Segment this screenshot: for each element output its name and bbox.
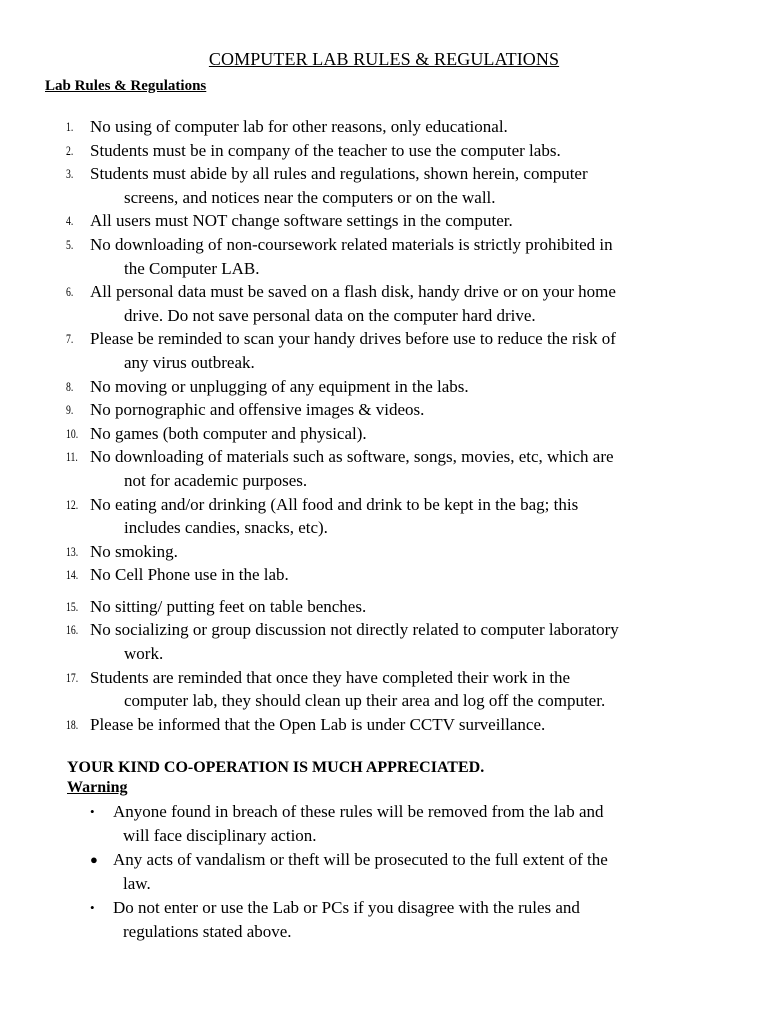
rule-number: 10. xyxy=(66,425,79,441)
rule-number: 17. xyxy=(66,669,79,685)
rule-text: Students must be in company of the teacher to use the computer labs. xyxy=(90,140,561,160)
appreciation-note: YOUR KIND CO-OPERATION IS MUCH APPRECIATED. xyxy=(67,759,485,776)
rule-item xyxy=(0,398,768,422)
section-heading: Lab Rules & Regulations xyxy=(45,78,207,94)
rule-text: All users must NOT change software settings in the computer. xyxy=(90,211,513,231)
warning-item xyxy=(0,800,768,848)
rule-item xyxy=(0,375,768,399)
warning-heading: Warning xyxy=(67,779,128,796)
rule-number: 11. xyxy=(66,449,78,465)
rule-item xyxy=(0,540,768,564)
rule-text-continuation: not for academic purposes. xyxy=(124,470,308,490)
rule-text: No downloading of non-coursework related materials is strictly prohibited in xyxy=(90,234,613,254)
rule-text: Students are reminded that once they have completed their work in the xyxy=(90,667,571,687)
warning-text-continuation: will face disciplinary action. xyxy=(123,826,317,845)
rule-text: No games (both computer and physical). xyxy=(90,423,367,443)
rule-text: No pornographic and offensive images & videos. xyxy=(90,400,425,420)
rule-number: 6. xyxy=(66,284,74,300)
rule-item xyxy=(0,713,768,737)
rule-text-continuation: screens, and notices near the computers or on the wall. xyxy=(124,187,496,207)
rule-item xyxy=(0,422,768,446)
warning-text: Any acts of vandalism or theft will be prosecuted to the full extent of the xyxy=(113,850,608,869)
rule-number: 12. xyxy=(66,496,79,512)
warning-text: Anyone found in breach of these rules will be removed from the lab and xyxy=(113,802,604,821)
rule-number: 5. xyxy=(66,236,74,252)
bullet-icon: • xyxy=(90,900,95,915)
rule-text: No smoking. xyxy=(90,541,178,561)
rule-number: 3. xyxy=(66,166,74,182)
rule-text: No sitting/ putting feet on table benches. xyxy=(90,596,367,616)
rule-item xyxy=(0,563,768,587)
rule-item xyxy=(0,115,768,139)
rule-text-continuation: any virus outbreak. xyxy=(124,352,255,372)
document-title: COMPUTER LAB RULES & REGULATIONS xyxy=(208,49,560,69)
rule-number: 7. xyxy=(66,331,74,347)
rule-number: 14. xyxy=(66,567,79,583)
rule-text-continuation: includes candies, snacks, etc). xyxy=(124,518,328,538)
rule-item xyxy=(0,618,768,665)
rule-item xyxy=(0,209,768,233)
rule-number: 2. xyxy=(66,142,74,158)
rule-text-continuation: the Computer LAB. xyxy=(124,258,260,278)
rule-text: Students must abide by all rules and regulations, shown herein, computer xyxy=(90,164,588,184)
rule-text: No Cell Phone use in the lab. xyxy=(90,565,289,585)
warning-text-continuation: law. xyxy=(123,874,151,893)
rule-text: No downloading of materials such as software, songs, movies, etc, which are xyxy=(90,447,614,467)
rule-number: 9. xyxy=(66,402,74,418)
rule-text: Please be informed that the Open Lab is under CCTV surveillance. xyxy=(90,714,546,734)
warning-text-continuation: regulations stated above. xyxy=(123,922,292,941)
rule-text: No using of computer lab for other reasons, only educational. xyxy=(90,117,508,136)
rule-item xyxy=(0,595,768,619)
rule-number: 8. xyxy=(66,378,74,394)
rule-number: 4. xyxy=(66,213,74,229)
rule-text: All personal data must be saved on a flash disk, handy drive or on your home xyxy=(90,282,616,302)
rule-number: 1. xyxy=(66,119,74,134)
warning-list xyxy=(0,800,768,944)
rule-item xyxy=(0,445,768,492)
rules-list xyxy=(0,115,768,736)
rule-number: 13. xyxy=(66,543,79,559)
warning-item xyxy=(0,896,768,944)
rule-text-continuation: computer lab, they should clean up their area and log off the computer. xyxy=(124,691,606,711)
rule-item xyxy=(0,139,768,163)
rule-text-continuation: drive. Do not save personal data on the computer hard drive. xyxy=(124,305,536,325)
rule-text-continuation: work. xyxy=(124,644,164,664)
bullet-icon: ● xyxy=(90,852,98,867)
rule-text: No moving or unplugging of any equipment in the labs. xyxy=(90,376,469,396)
bullet-icon: • xyxy=(90,804,95,819)
rule-number: 16. xyxy=(66,622,79,638)
rule-text: No eating and/or drinking (All food and drink to be kept in the bag; this xyxy=(90,494,579,514)
rule-item xyxy=(0,280,768,327)
rule-item xyxy=(0,233,768,280)
rule-item xyxy=(0,327,768,374)
rule-number: 18. xyxy=(66,716,79,732)
rule-number: 15. xyxy=(66,598,79,614)
rule-text: No socializing or group discussion not directly related to computer laboratory xyxy=(90,620,619,640)
warning-text: Do not enter or use the Lab or PCs if you disagree with the rules and xyxy=(113,898,580,917)
rule-item xyxy=(0,162,768,209)
rule-item xyxy=(0,493,768,540)
rule-text: Please be reminded to scan your handy drives before use to reduce the risk of xyxy=(90,329,616,349)
warning-item xyxy=(0,848,768,896)
list-spacer xyxy=(0,587,768,595)
rule-item xyxy=(0,666,768,713)
